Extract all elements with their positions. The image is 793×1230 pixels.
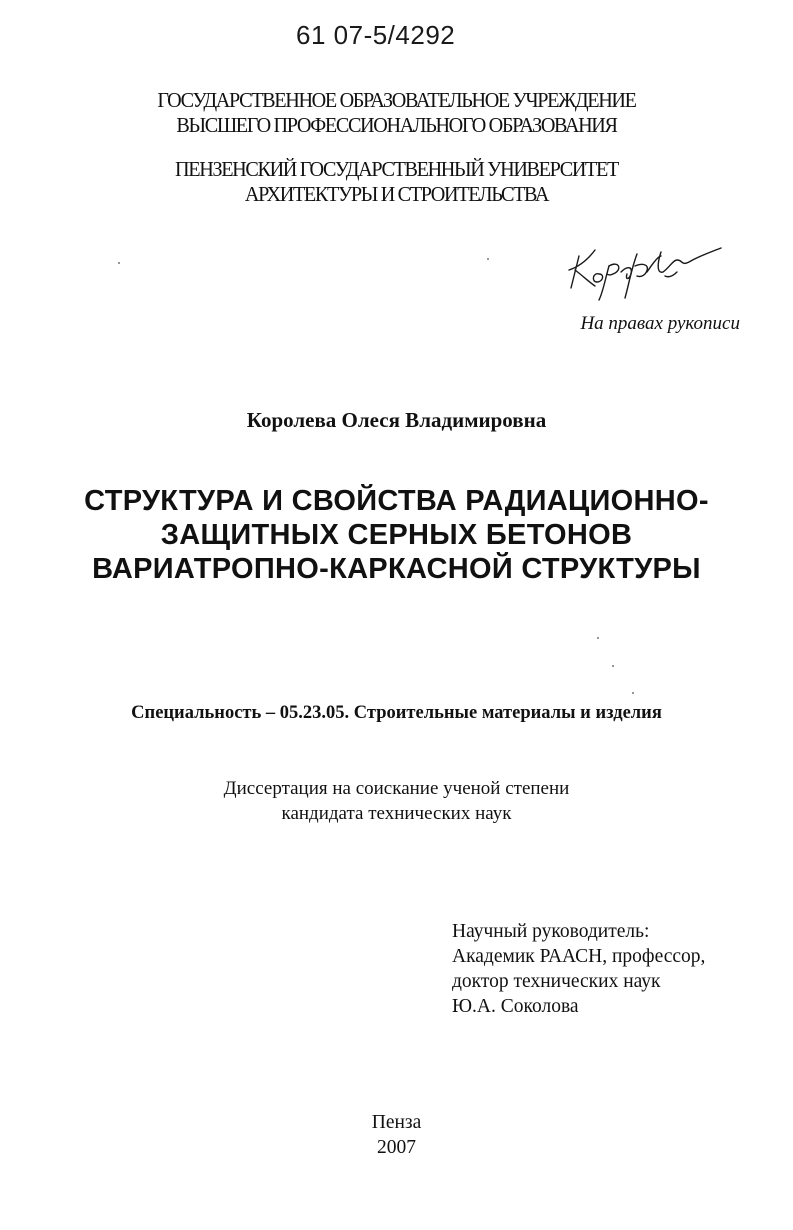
university-line-2: АРХИТЕКТУРЫ И СТРОИТЕЛЬСТВА xyxy=(244,182,549,206)
supervisor-label: Научный руководитель: xyxy=(452,921,650,942)
title-line-2: ЗАЩИТНЫХ СЕРНЫХ БЕТОНОВ xyxy=(160,519,633,551)
dissertation-title xyxy=(0,484,793,586)
scan-speck xyxy=(118,262,120,264)
city-name: Пенза xyxy=(371,1112,422,1133)
archive-stamp-number: 61 07-5/4292 xyxy=(296,20,456,50)
scan-speck xyxy=(597,637,599,639)
degree-line-1: Диссертация на соискание ученой степени xyxy=(223,778,570,799)
university-name xyxy=(16,157,777,207)
university-line-1: ПЕНЗЕНСКИЙ ГОСУДАРСТВЕННЫЙ УНИВЕРСИТЕТ xyxy=(175,157,618,181)
author-name: Королева Олеся Владимировна xyxy=(246,408,547,432)
degree-statement xyxy=(0,776,793,826)
manuscript-note: На правах рукописи xyxy=(580,313,740,334)
specialty-line: Специальность – 05.23.05. Строительные материалы и изделия xyxy=(131,703,662,723)
supervisor-block xyxy=(452,919,705,1019)
title-line-1: СТРУКТУРА И СВОЙСТВА РАДИАЦИОННО- xyxy=(84,485,709,517)
institution-name xyxy=(16,88,777,138)
degree-line-2: кандидата технических наук xyxy=(281,803,512,824)
institution-line-2: ВЫСШЕГО ПРОФЕССИОНАЛЬНОГО ОБРАЗОВАНИЯ xyxy=(176,113,617,137)
scan-speck xyxy=(612,665,614,667)
institution-line-1: ГОСУДАРСТВЕННОЕ ОБРАЗОВАТЕЛЬНОЕ УЧРЕЖДЕНИЕ xyxy=(157,88,636,112)
place-and-year xyxy=(0,1110,793,1160)
year: 2007 xyxy=(377,1137,416,1158)
handwritten-signature xyxy=(565,236,725,304)
scan-speck xyxy=(632,692,634,694)
supervisor-rank: Академик РААСН, профессор, xyxy=(452,946,706,967)
scan-speck xyxy=(487,258,489,260)
supervisor-degree: доктор технических наук xyxy=(452,971,661,992)
supervisor-name: Ю.А. Соколова xyxy=(452,996,579,1017)
title-line-3: ВАРИАТРОПНО-КАРКАСНОЙ СТРУКТУРЫ xyxy=(92,553,701,585)
